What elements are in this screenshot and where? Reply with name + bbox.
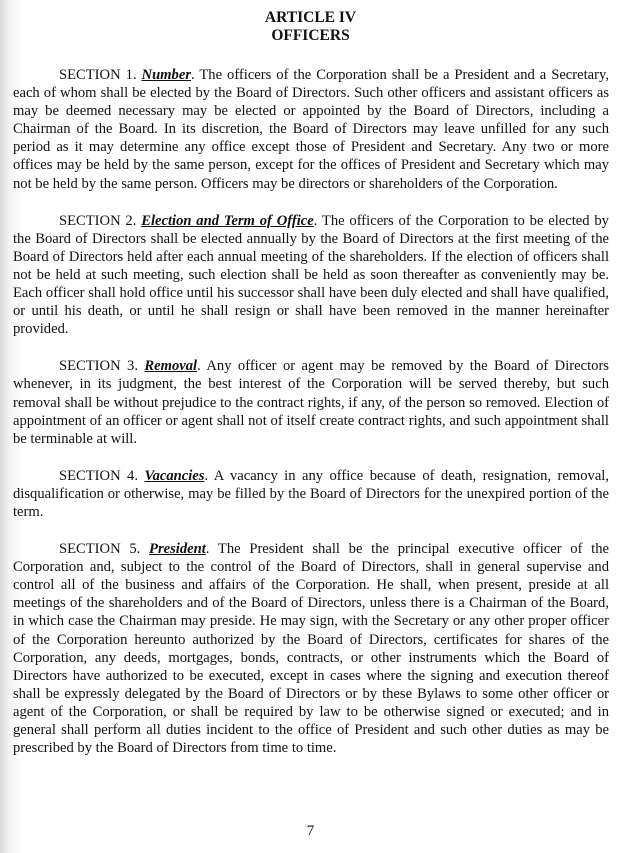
section-label: SECTION 1. (59, 67, 137, 83)
article-title: OFFICERS (271, 27, 350, 44)
section-removal: SECTION 3. Removal. Any officer or agent may be removed by the Board of Directors whenever, in its judgment, the best interest of the Corporation will be served thereby, but such removal shall be without prejudice to the contract rights, if any, of the person so removed. Election of appointment of an officer or agent shall not of itself create contract rights, and such appointment shall be terminable at will. (13, 358, 609, 447)
section-president: SECTION 5. President. The President shall be the principal executive officer of the Corporation and, subject to the control of the Board of Directors, shall in general supervise and control all of the business and affairs of the Corporation. He shall, when present, preside at all meetings of the shareholders and of the Board of Directors, unless there is a Chairman of the Board, in which case the Chairman may preside. He may sign, with the Secretary or any other proper officer of the Corporation hereunto authorized by the Board of Directors, certificates for shares of the Corporation, any deeds, mortgages, bonds, contracts, or other instruments which the Board of Directors have authorized to be executed, except in cases where the signing and execution thereof shall be expressly delegated by the Board of Directors or by these Bylaws to some other officer or agent of the Corporation, or shall be required by law to be otherwise signed or executed; and in general shall perform all duties incident to the office of President and such other duties as may be prescribed by the Board of Directors from time to time. (13, 541, 610, 757)
section-text: The officers of the Corporation to be elected by the Board of Directors shall be elected annually by the Board of Directors at the first meeting of the Board of Directors held after each annual meeting of the shareholders. If the election of officers shall not be held at such meeting, such election shall be held as soon thereafter as conveniently may be. Each officer shall hold office until his successor shall have been duly elected and shall have qualified, or until his death, or until he shall resign or shall have been removed in the manner hereinafter provided. (13, 212, 609, 338)
section-text: The officers of the Corporation shall be a President and a Secretary, each of whom shall be elected by the Board of Directors. Such other officers and assistant officers as may be deemed necessary may be elected or appointed by the Board of Directors, including a Chairman of the Board. In its discretion, the Board of Directors may leave unfilled for any such period as it may determine any office except those of President and Secretary. Any two or more offices may be held by the same person, except for the offices of President and Secretary which may not be held by the same person. Officers may be directors or shareholders of the Corporation. (13, 67, 610, 192)
section-label: SECTION 2. (59, 212, 137, 229)
page-number: 7 (306, 823, 315, 839)
section-title: Election and Term of Office (141, 212, 314, 229)
section-vacancies: SECTION 4. Vacancies. A vacancy in any office because of death, resignation, removal, disqualification or otherwise, may be filled by the Board of Directors for the unexpired portion of the term. (13, 467, 610, 520)
article-heading (0, 9, 621, 45)
section-text: A vacancy in any office because of death, resignation, removal, disqualification or otherwise, may be filled by the Board of Directors for the unexpired portion of the term. (13, 467, 610, 520)
document-body (13, 66, 609, 776)
section-label: SECTION 3. (59, 358, 138, 375)
section-title: President (149, 541, 206, 558)
section-text: The President shall be the principal executive officer of the Corporation and, subject to the control of the Board of Directors, shall in general supervise and control all of the business and affairs of the Corporation. He shall, when present, preside at all meetings of the shareholders and of the Board of Directors, unless there is a Chairman of the Board, in which case the Chairman may preside. He may sign, with the Secretary or any other proper officer of the Corporation hereunto authorized by the Board of Directors, certificates for shares of the Corporation, any deeds, mortgages, bonds, contracts, or other instruments which the Board of Directors have authorized to be executed, except in cases where the signing and execution thereof shall be expressly delegated by the Board of Directors or by these Bylaws to some other officer or agent of the Corporation, or shall be required by law to be otherwise signed or executed; and in general shall perform all duties incident to the office of President and such other duties as may be prescribed by the Board of Directors from time to time. (13, 541, 610, 757)
section-text: Any officer or agent may be removed by the Board of Directors whenever, in its judgment, the best interest of the Corporation will be served thereby, but such removal shall be without prejudice to the contract rights, if any, of the person so removed. Election of appointment of an officer or agent shall not of itself create contract rights, and such appointment shall be terminable at will. (13, 358, 609, 447)
section-label: SECTION 4. (59, 467, 139, 484)
section-title: Number (141, 67, 191, 83)
section-label: SECTION 5. (59, 541, 141, 558)
section-election-and-term: SECTION 2. Election and Term of Office. The officers of the Corporation to be elected by the Board of Directors shall be elected annually by the Board of Directors at the first meeting of the Board of Directors held after each annual meeting of the shareholders. If the election of officers shall not be held at such meeting, such election shall be held as soon thereafter as conveniently may be. Each officer shall hold office until his successor shall have been duly elected and shall have qualified, or until his death, or until he shall resign or shall have been removed in the manner hereinafter provided. (13, 212, 609, 338)
section-title: Removal (144, 358, 198, 375)
section-title: Vacancies (144, 467, 205, 484)
section-number: SECTION 1. Number. The officers of the Corporation shall be a President and a Secretary, each of whom shall be elected by the Board of Directors. Such other officers and assistant officers as may be deemed necessary may be elected or appointed by the Board of Directors, including a Chairman of the Board. In its discretion, the Board of Directors may leave unfilled for any such period as it may determine any office except those of President and Secretary. Any two or more offices may be held by the same person, except for the offices of President and Secretary which may not be held by the same person. Officers may be directors or shareholders of the Corporation. (13, 67, 610, 192)
article-number: ARTICLE IV (264, 9, 357, 26)
